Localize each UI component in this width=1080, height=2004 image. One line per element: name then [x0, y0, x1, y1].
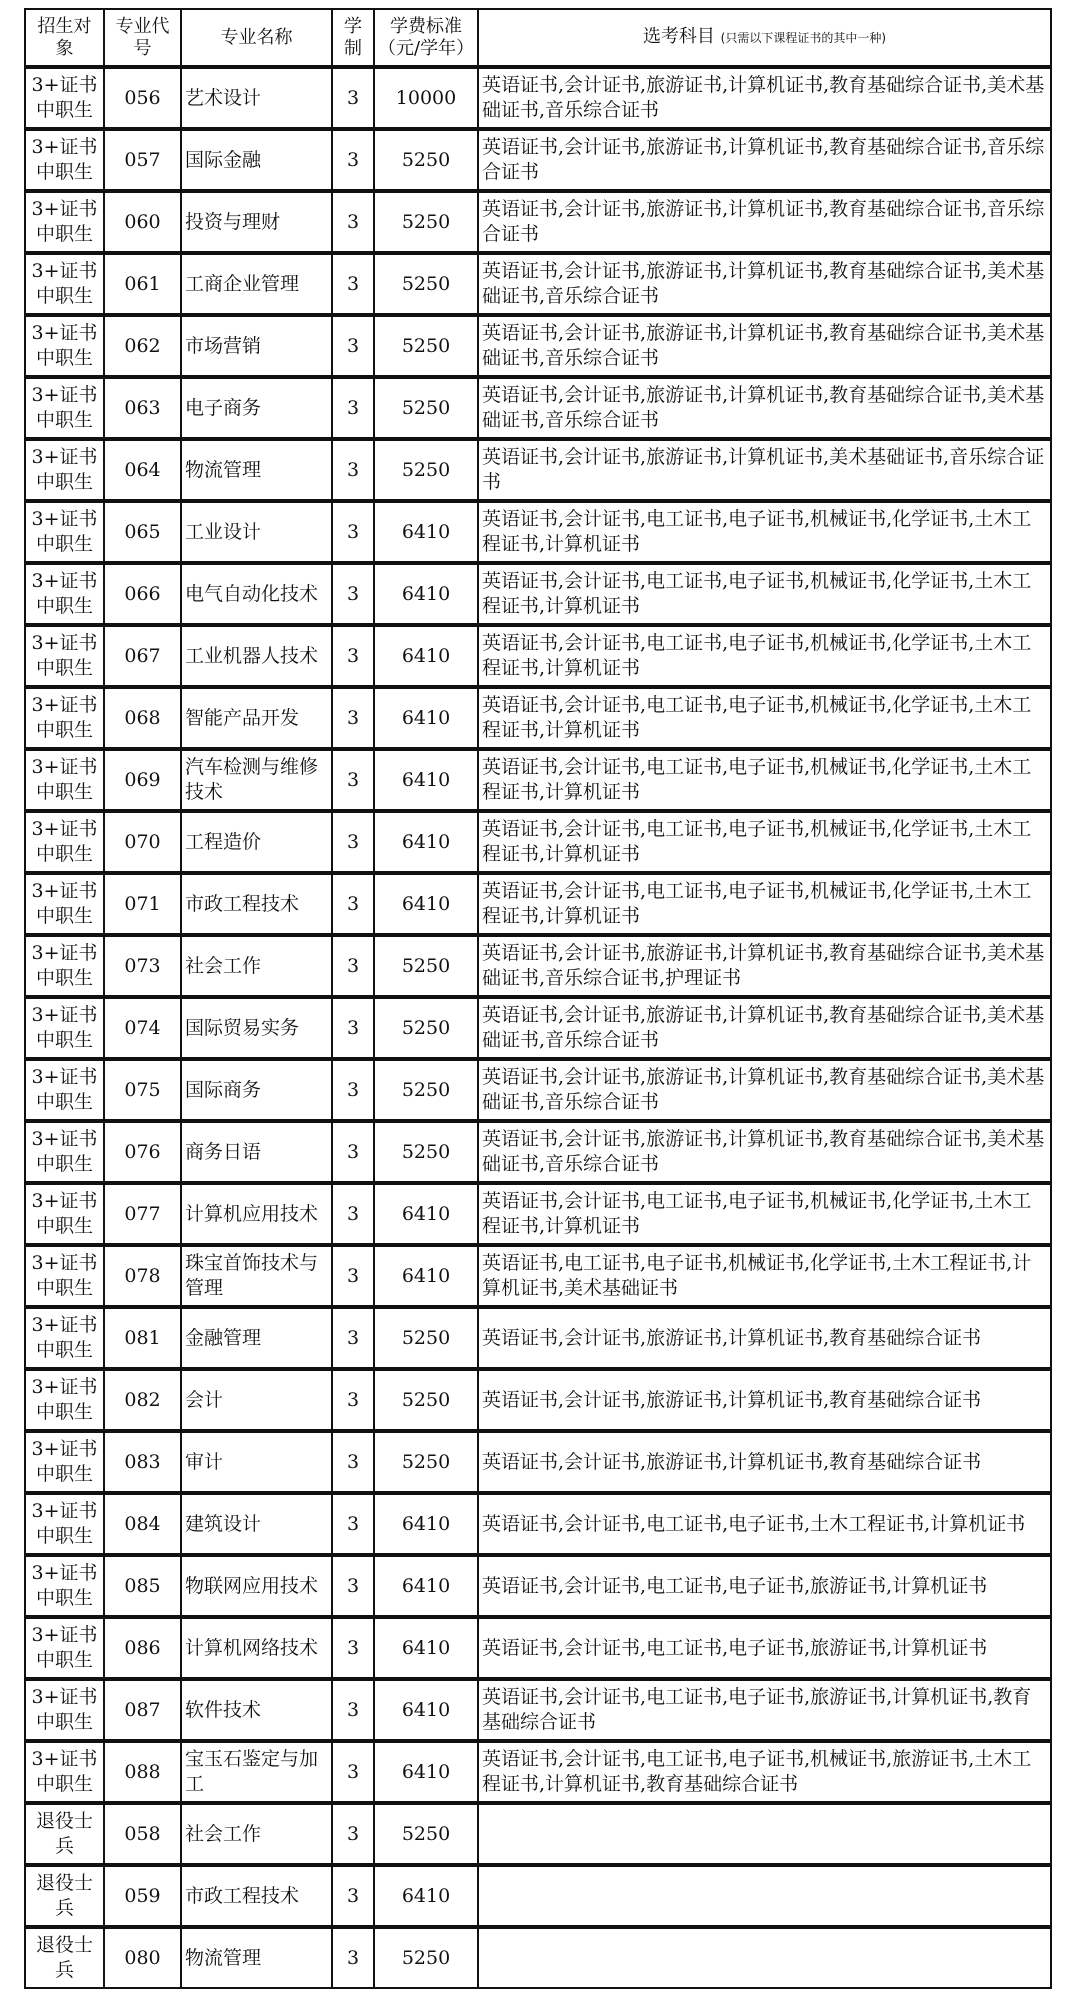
table-row — [25, 439, 1051, 501]
cell-major-name: 社会工作 — [181, 1803, 332, 1865]
cell-code: 073 — [104, 935, 181, 997]
cell-fee: 6410 — [374, 1183, 478, 1245]
cell-code: 069 — [104, 749, 181, 811]
cell-subjects: 英语证书,会计证书,电工证书,电子证书,机械证书,化学证书,土木工程证书,计算机证书 — [478, 1183, 1051, 1245]
cell-fee: 5250 — [374, 377, 478, 439]
table-row — [25, 253, 1051, 315]
cell-subjects: 英语证书,会计证书,旅游证书,计算机证书,教育基础综合证书,美术基础证书,音乐综合证书 — [478, 377, 1051, 439]
cell-years: 3 — [332, 501, 374, 563]
cell-subjects: 英语证书,会计证书,旅游证书,计算机证书,教育基础综合证书,美术基础证书,音乐综合证书 — [478, 253, 1051, 315]
cell-subjects: 英语证书,会计证书,电工证书,电子证书,机械证书,化学证书,土木工程证书,计算机证书 — [478, 687, 1051, 749]
cell-code: 087 — [104, 1679, 181, 1741]
table-row — [25, 1369, 1051, 1431]
cell-code: 076 — [104, 1121, 181, 1183]
cell-target: 3+证书中职生 — [25, 1307, 104, 1369]
table-row — [25, 935, 1051, 997]
cell-fee: 6410 — [374, 1617, 478, 1679]
cell-fee: 6410 — [374, 1865, 478, 1927]
cell-fee: 6410 — [374, 873, 478, 935]
cell-code: 078 — [104, 1245, 181, 1307]
cell-subjects: 英语证书,会计证书,电工证书,电子证书,机械证书,化学证书,土木工程证书,计算机证书 — [478, 625, 1051, 687]
cell-subjects: 英语证书,会计证书,电工证书,电子证书,机械证书,化学证书,土木工程证书,计算机证书 — [478, 501, 1051, 563]
cell-target: 3+证书中职生 — [25, 749, 104, 811]
header-years: 学制 — [332, 9, 374, 67]
table-row — [25, 1741, 1051, 1803]
cell-target: 3+证书中职生 — [25, 1245, 104, 1307]
enrollment-majors-table — [24, 8, 1052, 1989]
cell-major-name: 智能产品开发 — [181, 687, 332, 749]
cell-target: 3+证书中职生 — [25, 501, 104, 563]
cell-code: 084 — [104, 1493, 181, 1555]
cell-target: 退役士兵 — [25, 1803, 104, 1865]
cell-code: 062 — [104, 315, 181, 377]
table-row — [25, 315, 1051, 377]
cell-fee: 6410 — [374, 1245, 478, 1307]
table-row — [25, 129, 1051, 191]
cell-fee: 6410 — [374, 625, 478, 687]
cell-code: 057 — [104, 129, 181, 191]
cell-major-name: 国际金融 — [181, 129, 332, 191]
cell-years: 3 — [332, 563, 374, 625]
cell-subjects: 英语证书,会计证书,电工证书,电子证书,机械证书,化学证书,土木工程证书,计算机证书 — [478, 873, 1051, 935]
cell-fee: 6410 — [374, 1493, 478, 1555]
cell-fee: 6410 — [374, 1679, 478, 1741]
header-code: 专业代号 — [104, 9, 181, 67]
cell-major-name: 工业机器人技术 — [181, 625, 332, 687]
cell-years: 3 — [332, 1803, 374, 1865]
table-row — [25, 873, 1051, 935]
cell-code: 083 — [104, 1431, 181, 1493]
cell-years: 3 — [332, 749, 374, 811]
cell-years: 3 — [332, 935, 374, 997]
header-subjects-note: (只需以下课程证书的其中一种) — [720, 31, 887, 45]
cell-major-name: 市政工程技术 — [181, 873, 332, 935]
cell-code: 075 — [104, 1059, 181, 1121]
table-header-row — [25, 9, 1051, 67]
cell-subjects: 英语证书,会计证书,旅游证书,计算机证书,教育基础综合证书,美术基础证书,音乐综合证书 — [478, 1059, 1051, 1121]
cell-major-name: 物联网应用技术 — [181, 1555, 332, 1617]
cell-target: 3+证书中职生 — [25, 67, 104, 129]
cell-subjects: 英语证书,会计证书,电工证书,电子证书,机械证书,旅游证书,土木工程证书,计算机证书,教育基础综合证书 — [478, 1741, 1051, 1803]
cell-code: 067 — [104, 625, 181, 687]
cell-major-name: 社会工作 — [181, 935, 332, 997]
cell-years: 3 — [332, 1121, 374, 1183]
cell-subjects: 英语证书,会计证书,旅游证书,计算机证书,教育基础综合证书 — [478, 1369, 1051, 1431]
cell-target: 3+证书中职生 — [25, 1059, 104, 1121]
cell-target: 3+证书中职生 — [25, 191, 104, 253]
cell-fee: 5250 — [374, 253, 478, 315]
cell-code: 064 — [104, 439, 181, 501]
table-row — [25, 1617, 1051, 1679]
cell-code: 059 — [104, 1865, 181, 1927]
table-row — [25, 191, 1051, 253]
cell-code: 082 — [104, 1369, 181, 1431]
cell-major-name: 建筑设计 — [181, 1493, 332, 1555]
table-row — [25, 501, 1051, 563]
cell-years: 3 — [332, 997, 374, 1059]
cell-fee: 6410 — [374, 749, 478, 811]
cell-years: 3 — [332, 1183, 374, 1245]
cell-years: 3 — [332, 1493, 374, 1555]
cell-subjects: 英语证书,会计证书,旅游证书,计算机证书,教育基础综合证书 — [478, 1307, 1051, 1369]
cell-code: 088 — [104, 1741, 181, 1803]
cell-target: 3+证书中职生 — [25, 1679, 104, 1741]
header-fee: 学费标准（元/学年） — [374, 9, 478, 67]
table-row — [25, 1493, 1051, 1555]
table-row — [25, 811, 1051, 873]
cell-major-name: 金融管理 — [181, 1307, 332, 1369]
cell-major-name: 汽车检测与维修技术 — [181, 749, 332, 811]
cell-subjects: 英语证书,会计证书,电工证书,电子证书,旅游证书,计算机证书,教育基础综合证书 — [478, 1679, 1051, 1741]
cell-code: 056 — [104, 67, 181, 129]
cell-subjects: 英语证书,会计证书,电工证书,电子证书,机械证书,化学证书,土木工程证书,计算机证书 — [478, 811, 1051, 873]
cell-target: 3+证书中职生 — [25, 253, 104, 315]
cell-code: 070 — [104, 811, 181, 873]
cell-years: 3 — [332, 1865, 374, 1927]
header-subjects-label: 选考科目 — [642, 26, 715, 47]
cell-subjects: 英语证书,会计证书,旅游证书,计算机证书,教育基础综合证书,音乐综合证书 — [478, 191, 1051, 253]
cell-years: 3 — [332, 1741, 374, 1803]
cell-subjects: 英语证书,会计证书,电工证书,电子证书,旅游证书,计算机证书 — [478, 1617, 1051, 1679]
cell-code: 077 — [104, 1183, 181, 1245]
cell-subjects: 英语证书,会计证书,旅游证书,计算机证书,教育基础综合证书,音乐综合证书 — [478, 129, 1051, 191]
table-row — [25, 1059, 1051, 1121]
cell-code: 080 — [104, 1927, 181, 1988]
cell-fee: 6410 — [374, 811, 478, 873]
table-row — [25, 749, 1051, 811]
table-row — [25, 625, 1051, 687]
table-row — [25, 1865, 1051, 1927]
cell-major-name: 艺术设计 — [181, 67, 332, 129]
cell-code: 066 — [104, 563, 181, 625]
cell-years: 3 — [332, 191, 374, 253]
cell-years: 3 — [332, 1617, 374, 1679]
cell-years: 3 — [332, 377, 374, 439]
cell-major-name: 工业设计 — [181, 501, 332, 563]
cell-target: 3+证书中职生 — [25, 873, 104, 935]
cell-major-name: 软件技术 — [181, 1679, 332, 1741]
cell-target: 3+证书中职生 — [25, 687, 104, 749]
cell-target: 3+证书中职生 — [25, 377, 104, 439]
cell-major-name: 计算机网络技术 — [181, 1617, 332, 1679]
cell-target: 3+证书中职生 — [25, 935, 104, 997]
cell-code: 085 — [104, 1555, 181, 1617]
header-target: 招生对象 — [25, 9, 104, 67]
cell-major-name: 国际商务 — [181, 1059, 332, 1121]
cell-years: 3 — [332, 1059, 374, 1121]
cell-fee: 6410 — [374, 1741, 478, 1803]
cell-major-name: 投资与理财 — [181, 191, 332, 253]
cell-fee: 10000 — [374, 67, 478, 129]
table-row — [25, 687, 1051, 749]
table-row — [25, 1679, 1051, 1741]
cell-major-name: 市场营销 — [181, 315, 332, 377]
cell-years: 3 — [332, 1555, 374, 1617]
cell-fee: 6410 — [374, 1555, 478, 1617]
cell-major-name: 电气自动化技术 — [181, 563, 332, 625]
cell-target: 3+证书中职生 — [25, 997, 104, 1059]
cell-fee: 5250 — [374, 1059, 478, 1121]
cell-major-name: 物流管理 — [181, 439, 332, 501]
cell-major-name: 工程造价 — [181, 811, 332, 873]
cell-subjects: 英语证书,会计证书,旅游证书,计算机证书,教育基础综合证书,美术基础证书,音乐综合证书,护理证书 — [478, 935, 1051, 997]
cell-years: 3 — [332, 1307, 374, 1369]
cell-code: 058 — [104, 1803, 181, 1865]
table-row — [25, 377, 1051, 439]
cell-subjects: 英语证书,会计证书,电工证书,电子证书,机械证书,化学证书,土木工程证书,计算机证书 — [478, 749, 1051, 811]
cell-major-name: 宝玉石鉴定与加工 — [181, 1741, 332, 1803]
table-row — [25, 1555, 1051, 1617]
cell-code: 063 — [104, 377, 181, 439]
cell-fee: 5250 — [374, 1927, 478, 1988]
cell-fee: 5250 — [374, 191, 478, 253]
cell-target: 3+证书中职生 — [25, 315, 104, 377]
cell-target: 3+证书中职生 — [25, 1617, 104, 1679]
cell-target: 3+证书中职生 — [25, 1555, 104, 1617]
cell-years: 3 — [332, 1431, 374, 1493]
header-name: 专业名称 — [181, 9, 332, 67]
cell-fee: 5250 — [374, 935, 478, 997]
table-row — [25, 1431, 1051, 1493]
cell-subjects: 英语证书,会计证书,旅游证书,计算机证书,美术基础证书,音乐综合证书 — [478, 439, 1051, 501]
cell-subjects: 英语证书,会计证书,旅游证书,计算机证书,教育基础综合证书,美术基础证书,音乐综合证书 — [478, 997, 1051, 1059]
cell-subjects: 英语证书,会计证书,旅游证书,计算机证书,教育基础综合证书,美术基础证书,音乐综合证书 — [478, 67, 1051, 129]
cell-subjects: 英语证书,会计证书,电工证书,电子证书,土木工程证书,计算机证书 — [478, 1493, 1051, 1555]
table-row — [25, 1245, 1051, 1307]
cell-subjects: 英语证书,会计证书,电工证书,电子证书,旅游证书,计算机证书 — [478, 1555, 1051, 1617]
table-row — [25, 997, 1051, 1059]
cell-major-name: 物流管理 — [181, 1927, 332, 1988]
table-row — [25, 563, 1051, 625]
cell-years: 3 — [332, 1369, 374, 1431]
cell-target: 3+证书中职生 — [25, 1183, 104, 1245]
cell-subjects: 英语证书,会计证书,旅游证书,计算机证书,教育基础综合证书 — [478, 1431, 1051, 1493]
cell-code: 065 — [104, 501, 181, 563]
cell-major-name: 计算机应用技术 — [181, 1183, 332, 1245]
cell-target: 3+证书中职生 — [25, 129, 104, 191]
cell-years: 3 — [332, 439, 374, 501]
cell-subjects — [478, 1865, 1051, 1927]
cell-fee: 5250 — [374, 315, 478, 377]
table-row — [25, 1927, 1051, 1988]
cell-subjects: 英语证书,电工证书,电子证书,机械证书,化学证书,土木工程证书,计算机证书,美术基础证书 — [478, 1245, 1051, 1307]
cell-subjects — [478, 1927, 1051, 1988]
cell-target: 3+证书中职生 — [25, 1431, 104, 1493]
cell-major-name: 国际贸易实务 — [181, 997, 332, 1059]
cell-code: 061 — [104, 253, 181, 315]
cell-code: 081 — [104, 1307, 181, 1369]
cell-target: 3+证书中职生 — [25, 563, 104, 625]
cell-target: 3+证书中职生 — [25, 1369, 104, 1431]
table-row — [25, 1803, 1051, 1865]
header-subjects — [478, 9, 1051, 67]
cell-target: 3+证书中职生 — [25, 1493, 104, 1555]
cell-subjects: 英语证书,会计证书,旅游证书,计算机证书,教育基础综合证书,美术基础证书,音乐综合证书 — [478, 1121, 1051, 1183]
cell-fee: 5250 — [374, 1307, 478, 1369]
cell-code: 086 — [104, 1617, 181, 1679]
cell-fee: 5250 — [374, 1121, 478, 1183]
cell-years: 3 — [332, 129, 374, 191]
cell-target: 3+证书中职生 — [25, 811, 104, 873]
cell-fee: 5250 — [374, 1431, 478, 1493]
cell-years: 3 — [332, 315, 374, 377]
table-row — [25, 1307, 1051, 1369]
cell-subjects — [478, 1803, 1051, 1865]
cell-code: 068 — [104, 687, 181, 749]
cell-years: 3 — [332, 67, 374, 129]
cell-fee: 5250 — [374, 439, 478, 501]
cell-subjects: 英语证书,会计证书,旅游证书,计算机证书,教育基础综合证书,美术基础证书,音乐综合证书 — [478, 315, 1051, 377]
table-row — [25, 1183, 1051, 1245]
cell-target: 3+证书中职生 — [25, 439, 104, 501]
cell-target: 3+证书中职生 — [25, 1121, 104, 1183]
table-row — [25, 1121, 1051, 1183]
cell-target: 3+证书中职生 — [25, 625, 104, 687]
cell-years: 3 — [332, 811, 374, 873]
cell-target: 退役士兵 — [25, 1865, 104, 1927]
cell-years: 3 — [332, 1927, 374, 1988]
cell-years: 3 — [332, 625, 374, 687]
cell-target: 退役士兵 — [25, 1927, 104, 1988]
cell-major-name: 审计 — [181, 1431, 332, 1493]
cell-years: 3 — [332, 253, 374, 315]
cell-fee: 6410 — [374, 501, 478, 563]
cell-major-name: 商务日语 — [181, 1121, 332, 1183]
cell-fee: 6410 — [374, 563, 478, 625]
cell-major-name: 电子商务 — [181, 377, 332, 439]
cell-subjects: 英语证书,会计证书,电工证书,电子证书,机械证书,化学证书,土木工程证书,计算机证书 — [478, 563, 1051, 625]
cell-code: 071 — [104, 873, 181, 935]
cell-major-name: 会计 — [181, 1369, 332, 1431]
cell-major-name: 市政工程技术 — [181, 1865, 332, 1927]
cell-major-name: 珠宝首饰技术与管理 — [181, 1245, 332, 1307]
cell-major-name: 工商企业管理 — [181, 253, 332, 315]
cell-fee: 5250 — [374, 129, 478, 191]
cell-fee: 5250 — [374, 1803, 478, 1865]
cell-years: 3 — [332, 687, 374, 749]
cell-years: 3 — [332, 873, 374, 935]
cell-code: 074 — [104, 997, 181, 1059]
cell-code: 060 — [104, 191, 181, 253]
table-row — [25, 67, 1051, 129]
cell-target: 3+证书中职生 — [25, 1741, 104, 1803]
cell-years: 3 — [332, 1245, 374, 1307]
cell-fee: 6410 — [374, 687, 478, 749]
cell-years: 3 — [332, 1679, 374, 1741]
cell-fee: 5250 — [374, 997, 478, 1059]
cell-fee: 5250 — [374, 1369, 478, 1431]
